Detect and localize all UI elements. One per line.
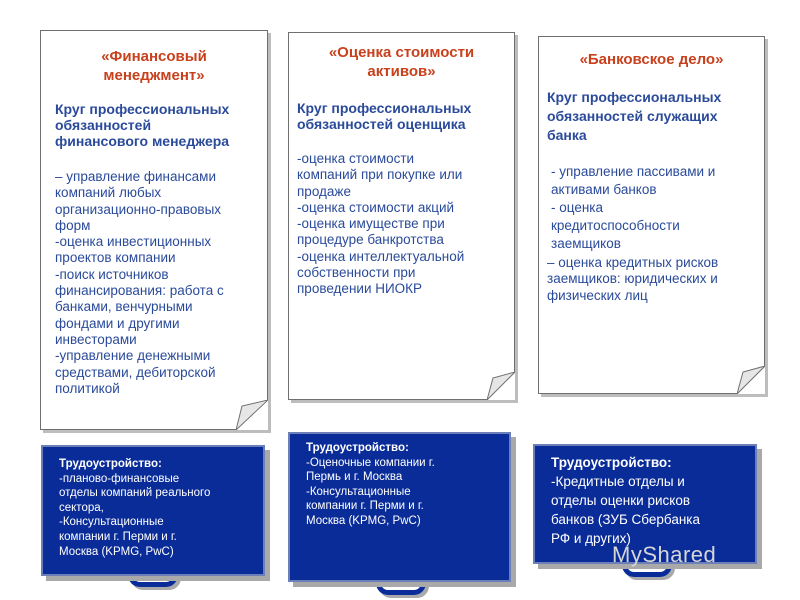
card-heading-line: обязанностей служащих xyxy=(547,108,718,124)
card-body-line: компаний при покупке или xyxy=(297,167,463,183)
card-body xyxy=(297,151,464,298)
card-title-line: «Финансовый xyxy=(101,48,207,65)
card-body-line: финансирования: работа с xyxy=(55,283,224,299)
card-body-line: – управление финансами xyxy=(55,169,216,184)
employment-heading: Трудоустройство: xyxy=(59,458,162,470)
card-body xyxy=(55,169,224,397)
employment-box-financial xyxy=(41,445,265,576)
card-body-line: -оценка интеллектуальной xyxy=(297,248,465,264)
employment-line: -Оценочные компании г. xyxy=(306,456,435,469)
card-body-line: проведении НИОКР xyxy=(297,281,423,297)
employment-line: Пермь и г. Москва xyxy=(306,471,403,484)
employment-line: Москва (KPMG, PwC) xyxy=(306,514,421,527)
card-body-line: процедуре банкротства xyxy=(297,232,444,248)
card-body-line: -оценка стоимости xyxy=(297,151,415,166)
card-financial-management xyxy=(40,30,268,430)
employment-heading: Трудоустройство: xyxy=(551,455,672,470)
card-body-line: собственности при xyxy=(297,265,416,281)
employment-line: -Консультационные xyxy=(306,485,411,498)
card-body-line: проектов компании xyxy=(55,250,176,266)
card-body-line: продаже xyxy=(297,183,351,199)
card-heading-line: обязанностей xyxy=(55,117,152,133)
employment-line: -Кредитные отделы и xyxy=(551,474,685,489)
card-asset-valuation xyxy=(288,32,515,400)
card-title-line: «Оценка стоимости xyxy=(328,44,475,61)
card-heading-line: Круг профессиональных xyxy=(55,101,230,117)
employment-line: -Консультационные xyxy=(59,516,164,529)
card-body-line: -оценка стоимости акций xyxy=(297,199,455,215)
folded-corner-icon xyxy=(737,366,765,394)
employment-line: отделы оценки рисков xyxy=(551,493,691,508)
employment-line: сектора, xyxy=(59,501,104,514)
watermark: MyShared xyxy=(612,542,717,567)
card-body-line: кредитоспособности xyxy=(551,218,680,233)
card-heading-line: финансового менеджера xyxy=(55,133,230,149)
card-heading-line: Круг профессиональных xyxy=(547,89,722,105)
folded-corner-icon xyxy=(487,372,515,400)
card-body-line: - оценка xyxy=(551,200,604,215)
card-body xyxy=(547,255,718,304)
employment-box-valuation xyxy=(288,432,511,582)
card-body-line: физических лиц xyxy=(547,287,648,303)
card-body-line: компаний любых xyxy=(55,185,162,201)
card-heading xyxy=(55,101,229,149)
card-body-line: заемщиков xyxy=(551,236,621,251)
card-title xyxy=(289,43,514,81)
card-heading-line: Круг профессиональных xyxy=(297,100,472,116)
card-body-line: – оценка кредитных рисков xyxy=(547,255,719,270)
employment-line: компании г. Перми и г. xyxy=(306,500,424,513)
card-body-line: форм xyxy=(55,217,91,233)
card-body-line: -поиск источников xyxy=(55,266,169,282)
card-body-line: инвесторами xyxy=(55,331,137,347)
employment-line: компании г. Перми и г. xyxy=(59,530,177,543)
employment-heading: Трудоустройство: xyxy=(306,442,409,454)
card-title-line: активов» xyxy=(367,63,436,80)
folded-corner-icon xyxy=(236,400,268,430)
employment-line: банков (ЗУБ Сбербанка xyxy=(551,512,701,527)
card-body-line: фондами и другими xyxy=(55,315,180,331)
card-body-line: средствами, дебиторской xyxy=(55,364,216,380)
card-body-line: политикой xyxy=(55,380,120,396)
card-body-line: банками, венчурными xyxy=(55,299,193,315)
card-body-line: -оценка имуществе при xyxy=(297,216,445,232)
card-body-line: - управление пассивами и xyxy=(551,164,716,179)
card-heading-line: обязанностей оценщика xyxy=(297,116,466,132)
card-body-line: -управление денежными xyxy=(55,348,211,364)
employment-line: -планово-финансовые xyxy=(59,472,180,485)
card-title-line: менеджмент» xyxy=(103,67,205,84)
card-title-line: «Банковское дело» xyxy=(579,51,724,68)
employment-line: РФ и других) xyxy=(551,531,631,546)
card-title xyxy=(539,50,764,69)
card-heading xyxy=(297,100,471,132)
card-body-line: активами банков xyxy=(551,182,657,197)
card-body-indented xyxy=(551,163,715,253)
card-title xyxy=(41,47,267,85)
card-banking xyxy=(538,36,765,394)
card-heading xyxy=(547,88,721,145)
employment-line: Москва (KPMG, PwC) xyxy=(59,545,174,558)
card-body-line: заемщиков: юридических и xyxy=(547,271,718,287)
card-body-line: -оценка инвестиционных xyxy=(55,234,212,250)
card-heading-line: банка xyxy=(547,127,587,143)
card-body-line: организационно-правовых xyxy=(55,201,222,217)
employment-line: отделы компаний реального xyxy=(59,487,211,500)
